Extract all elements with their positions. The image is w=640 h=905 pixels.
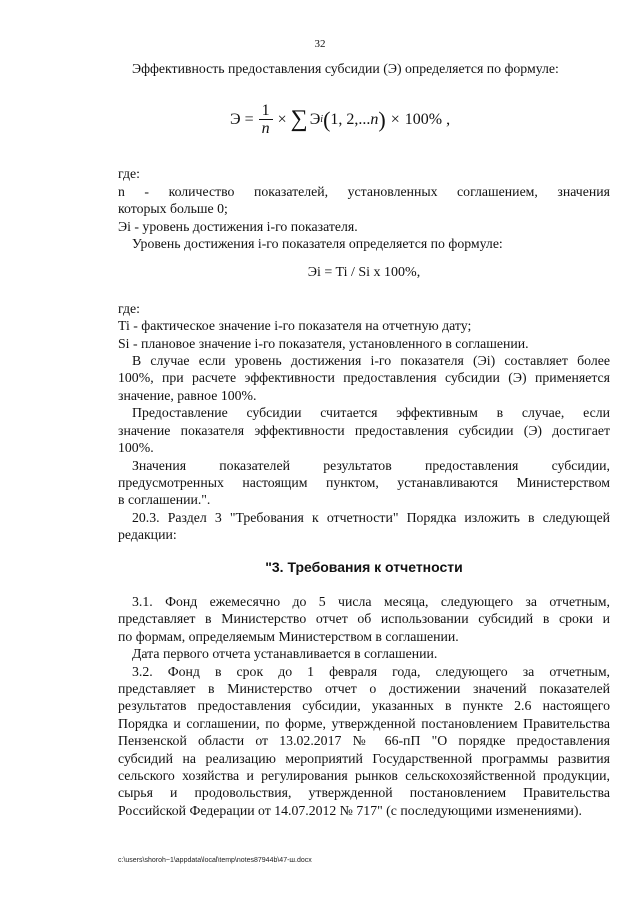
ei-definition: Эi - уровень достижения i-го показателя. <box>118 218 358 234</box>
clause-3-2-line-1: 3.2. Фонд в срок до 1 февраля года, следующего за отчетным, <box>132 663 610 679</box>
effective-paragraph-line-3: 100%. <box>118 440 154 456</box>
page-number: 32 <box>314 38 326 50</box>
formula-fraction <box>259 102 273 137</box>
section-20-3-line-2: редакции: <box>118 527 177 543</box>
fraction-denominator: n <box>261 119 270 137</box>
clause-3-2-line-2: представляет в Министерство отчет о достижении значений показателей <box>118 680 610 696</box>
document-body <box>118 60 610 819</box>
first-report-date: Дата первого отчета устанавливается в соглашении. <box>132 646 438 662</box>
clause-3-2-line-3: результатов предоставления субсидии, указанных в пункте 2.6 настоящего <box>118 698 610 714</box>
clause-3-2-line-9: Российской Федерации от 14.07.2012 № 717" (с последующими изменениями). <box>118 802 582 818</box>
section-20-3-line-1: 20.3. Раздел 3 "Требования к отчетности" Порядка изложить в следующей <box>132 509 610 525</box>
paragraph-efficiency-formula-intro: Эффективность предоставления субсидии (Э) определяется по формуле: <box>132 61 559 76</box>
where-label-1: где: <box>118 166 140 182</box>
formula-paren-open: ( <box>323 106 331 132</box>
effective-paragraph-line-2: значение показателя эффективности предоставления субсидии (Э) достигает <box>118 422 610 438</box>
formula-ei-subscript: i <box>320 113 324 125</box>
clause-3-1-line-1: 3.1. Фонд ежемесячно до 5 числа месяца, следующего за отчетным, <box>132 593 610 609</box>
fraction-numerator: 1 <box>259 102 273 120</box>
clause-3-1-line-3: по формам, определяемым Министерством в соглашении. <box>118 628 459 644</box>
formula-lhs: Э = <box>230 110 254 128</box>
file-path-footer: c:\users\shoroh~1\appdata\local\temp\notes87944b\47-ш.docx <box>118 857 312 864</box>
sigma-symbol: ∑ <box>290 106 308 133</box>
values-paragraph-line-2: предусмотренных настоящим пунктом, устанавливаются Министерством <box>118 474 610 490</box>
case-paragraph-line-3: значение, равное 100%. <box>118 387 257 403</box>
clause-3-2-line-5: Пензенской области от 13.02.2017 № 66-пП "О порядке предоставления <box>118 733 610 749</box>
values-paragraph-line-1: Значения показателей результатов предоставления субсидии, <box>132 457 610 473</box>
clause-3-2-line-4: Порядка и соглашении, по форме, утвержденной постановлением Правительства <box>118 715 610 731</box>
paragraph-level-formula-intro: Уровень достижения i-го показателя определяется по формуле: <box>132 236 503 252</box>
formula-paren-close: ) <box>378 106 386 132</box>
section-3-heading: "3. Требования к отчетности <box>265 558 463 575</box>
effective-paragraph-line-1: Предоставление субсидии считается эффективным в случае, если <box>132 405 610 421</box>
clause-3-1-line-2: представляет в Министерство отчет об использовании субсидий в сроки и <box>118 611 610 627</box>
clause-3-2-line-7: сельского хозяйства и регулирования рынков сельскохозяйственной продукции, <box>118 768 610 783</box>
formula-times-2: × <box>390 110 400 128</box>
formula-args-n: n <box>370 110 379 128</box>
formula-ei-base: Э <box>309 110 321 128</box>
achievement-level-formula: Эi = Ti / Si x 100%, <box>307 265 421 281</box>
case-paragraph-line-2: 100%, при расчете эффективности предоставления субсидии (Э) применяется <box>118 370 610 386</box>
clause-3-2-line-8: сырья и продовольствия, утвержденной постановлением Правительства <box>118 785 610 801</box>
where-label-2: где: <box>118 300 140 316</box>
n-definition-line-1: n - количество показателей, установленных соглашением, значения <box>118 183 610 199</box>
clause-3-2-line-6: субсидий на реализацию мероприятий Государственной программы развития <box>118 750 610 766</box>
n-definition-line-2: которых больше 0; <box>118 201 228 217</box>
si-definition: Si - плановое значение i-го показателя, установленного в соглашении. <box>118 335 529 351</box>
ti-definition: Ti - фактическое значение i-го показателя на отчетную дату; <box>118 318 472 334</box>
values-paragraph-line-3: в соглашении.". <box>118 492 211 508</box>
case-paragraph-line-1: В случае если уровень достижения i-го показателя (Эi) составляет более <box>132 353 610 369</box>
efficiency-formula <box>118 77 610 165</box>
formula-times-1: × <box>277 110 287 128</box>
formula-percent: 100% , <box>404 110 451 128</box>
formula-args: 1, 2,... <box>330 110 371 128</box>
